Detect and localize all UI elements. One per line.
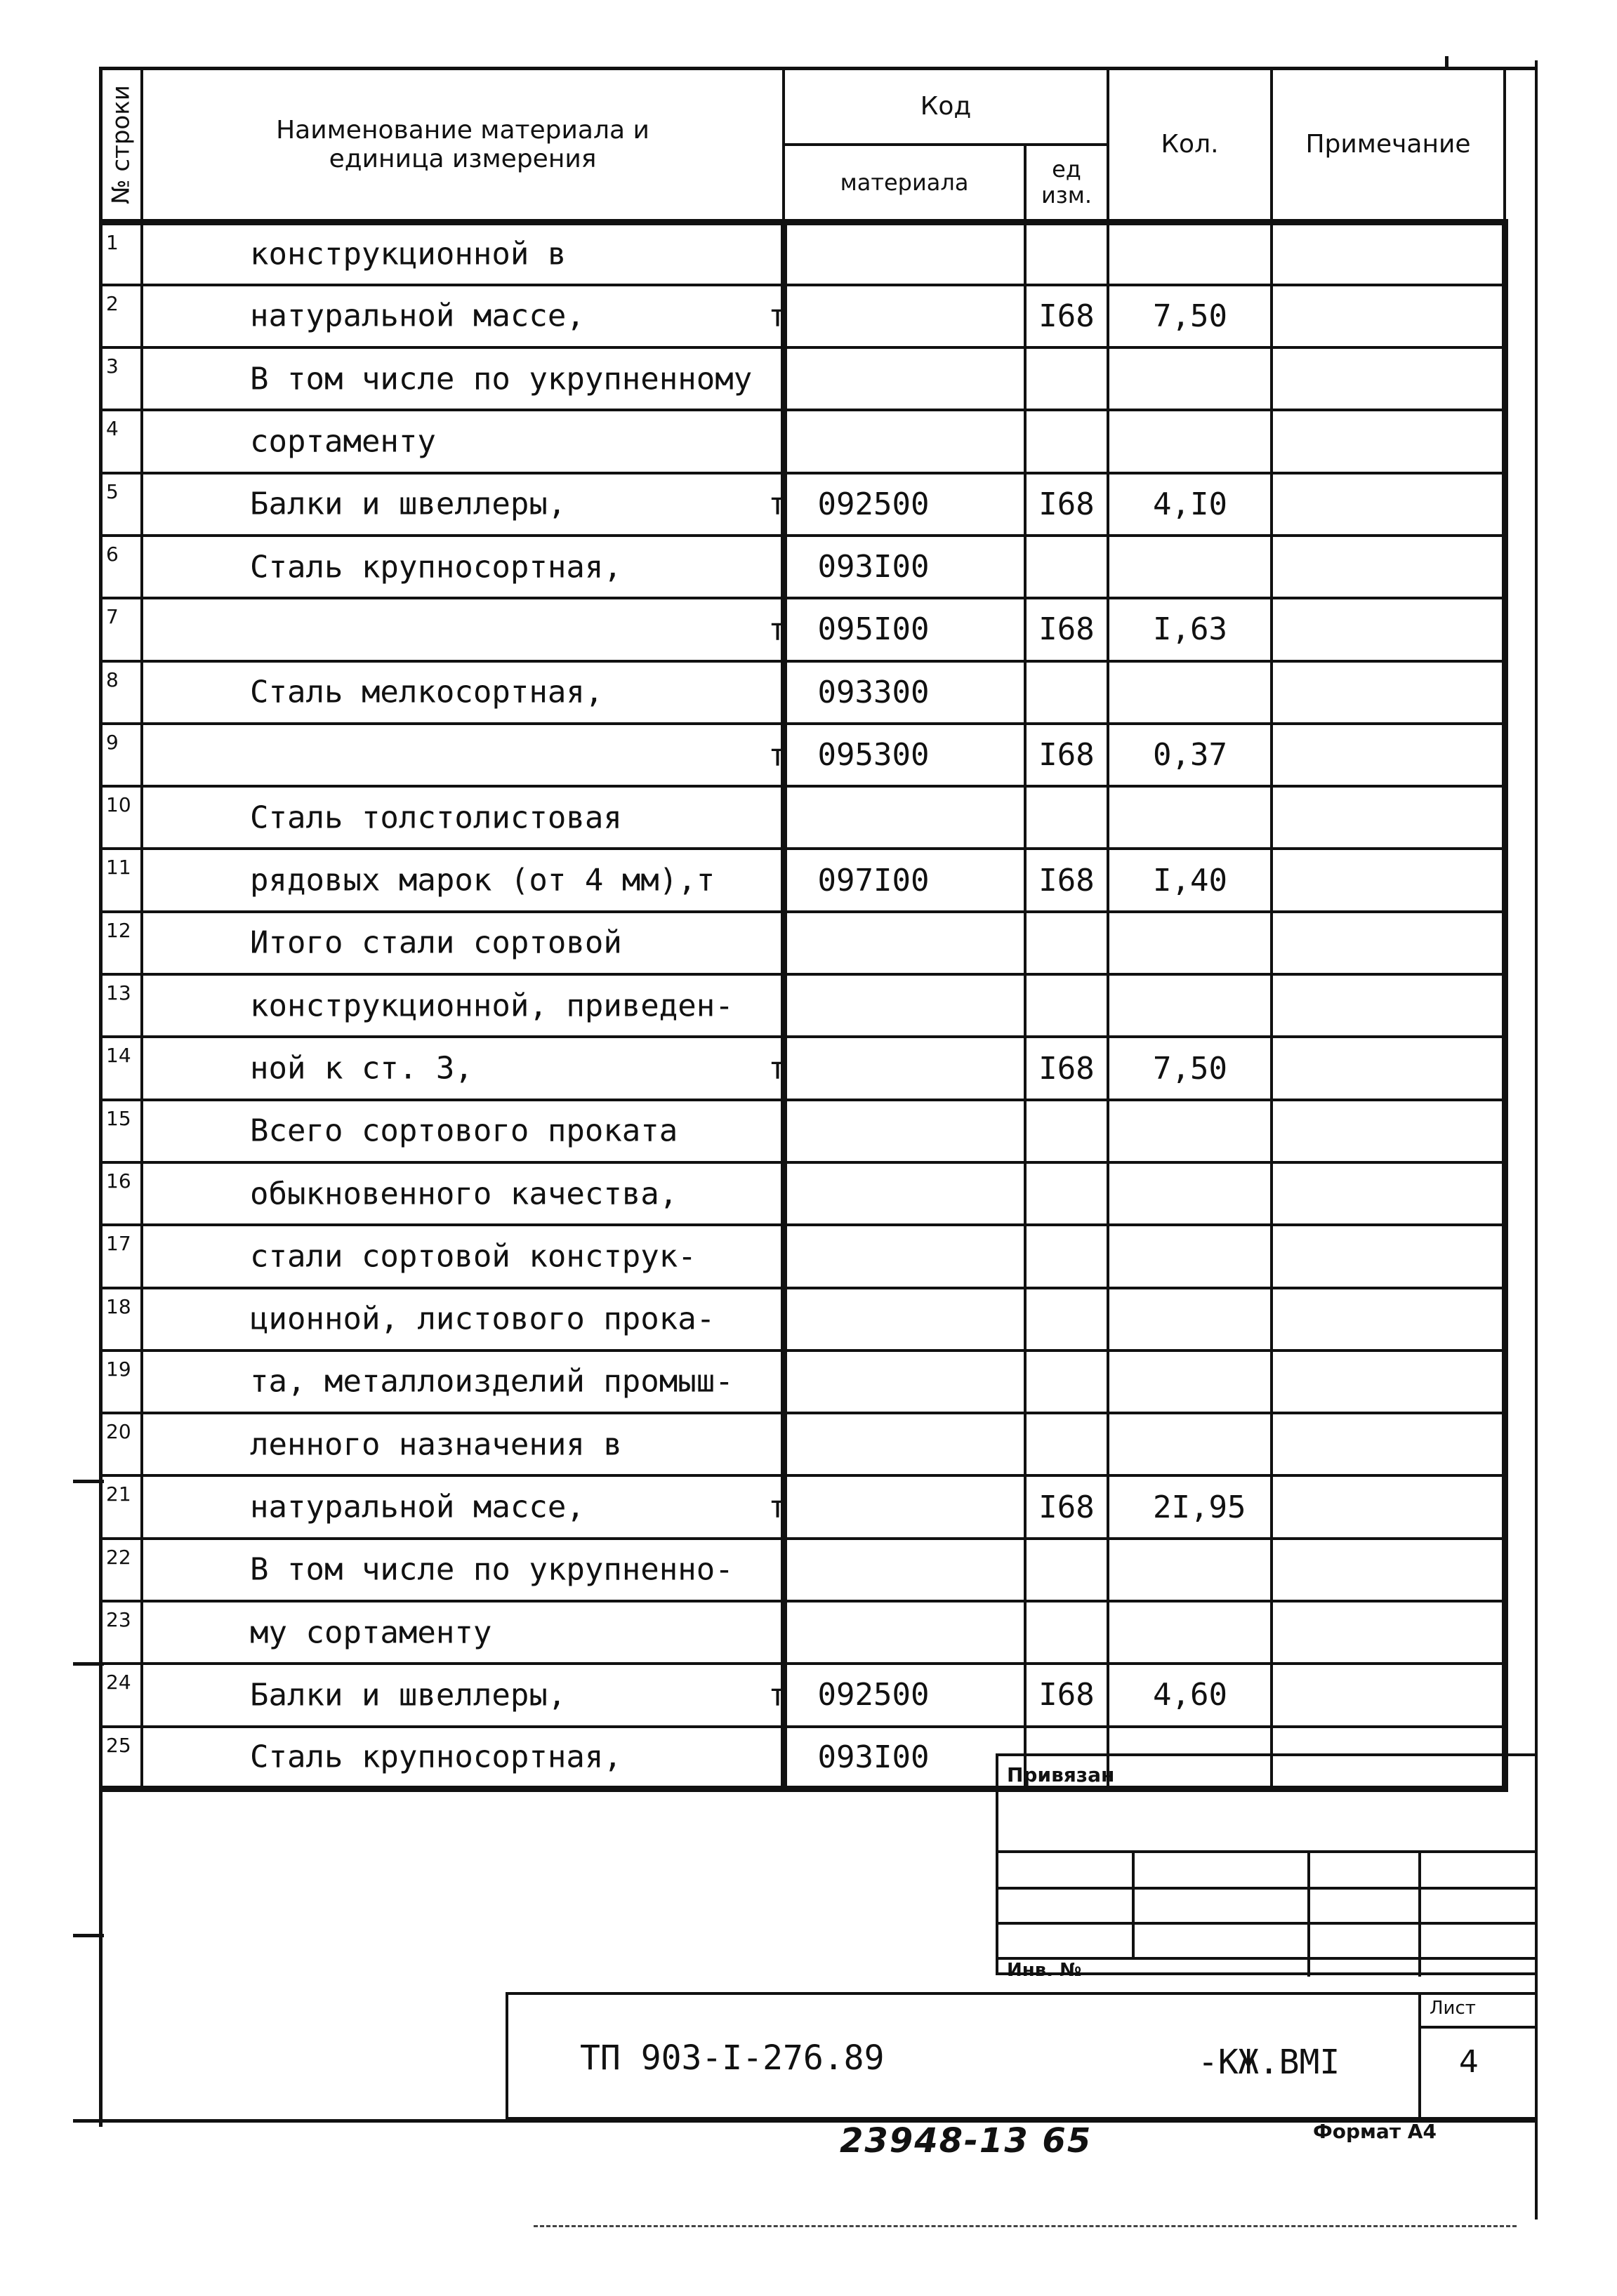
row-number: 21	[100, 1475, 142, 1538]
table-row	[100, 1413, 1505, 1475]
quantity-header: Кол.	[1108, 69, 1272, 223]
quantity	[1108, 410, 1272, 472]
note	[1272, 473, 1505, 536]
table-row	[100, 1664, 1505, 1726]
material-code	[784, 410, 1025, 472]
code-header: Код	[784, 69, 1108, 145]
material-code	[784, 1288, 1025, 1351]
table-row	[100, 285, 1505, 347]
unit-code	[1025, 410, 1108, 472]
material-name: Сталь крупносортная,	[250, 549, 622, 585]
material-code	[784, 786, 1025, 849]
material-code	[784, 1225, 1025, 1287]
row-number: 12	[100, 912, 142, 974]
table-row	[100, 347, 1505, 410]
material-name: сортаменту	[250, 423, 436, 460]
note	[1272, 285, 1505, 347]
note	[1272, 1351, 1505, 1413]
note	[1272, 1475, 1505, 1538]
quantity	[1108, 974, 1272, 1037]
inventory-number-label: Инв. №	[1007, 1960, 1082, 1981]
material-name: В том числе по укрупненно-	[250, 1551, 734, 1588]
unit-code-header: ед изм.	[1025, 145, 1108, 223]
row-number: 5	[100, 473, 142, 536]
note	[1272, 1037, 1505, 1099]
row-number: 4	[100, 410, 142, 472]
sheet-number: 4	[1459, 2044, 1479, 2080]
row-number: 24	[100, 1664, 142, 1726]
quantity	[1108, 1225, 1272, 1287]
quantity	[1108, 786, 1272, 849]
linked-block	[996, 1753, 1538, 1975]
row-number: 22	[100, 1539, 142, 1601]
grid-line	[1418, 1850, 1421, 1977]
table-row	[100, 786, 1505, 849]
quantity: 2I,95	[1108, 1475, 1272, 1538]
note	[1272, 598, 1505, 661]
table-row	[100, 724, 1505, 786]
material-name: ленного назначения в	[250, 1426, 622, 1463]
unit-code	[1025, 347, 1108, 410]
unit-of-measure: т	[768, 737, 787, 774]
material-code: 093I00	[784, 1727, 1025, 1789]
row-number: 3	[100, 347, 142, 410]
note	[1272, 1288, 1505, 1351]
material-name-cell	[142, 1225, 784, 1287]
table-row	[100, 1288, 1505, 1351]
unit-of-measure: т	[768, 298, 787, 334]
note	[1272, 1539, 1505, 1601]
row-number: 7	[100, 598, 142, 661]
row-number: 10	[100, 786, 142, 849]
quantity: 4,I0	[1108, 473, 1272, 536]
material-name: Сталь крупносортная,	[250, 1739, 622, 1775]
material-name: В том числе по укрупненному	[250, 361, 753, 397]
unit-code	[1025, 1539, 1108, 1601]
material-name: Сталь мелкосортная,	[250, 674, 604, 710]
note	[1272, 661, 1505, 724]
quantity	[1108, 1288, 1272, 1351]
material-code	[784, 912, 1025, 974]
table-row	[100, 223, 1505, 285]
unit-code: I68	[1025, 598, 1108, 661]
material-code: 093I00	[784, 536, 1025, 598]
quantity	[1108, 1539, 1272, 1601]
quantity: I,40	[1108, 849, 1272, 911]
specification-body	[100, 223, 1505, 1789]
material-name: Балки и швеллеры,	[250, 486, 567, 522]
unit-code	[1025, 974, 1108, 1037]
row-number: 8	[100, 661, 142, 724]
grid-line	[1418, 2026, 1538, 2029]
quantity	[1108, 1100, 1272, 1162]
material-name: Всего сортового проката	[250, 1113, 678, 1149]
quantity: 7,50	[1108, 1037, 1272, 1099]
table-row	[100, 974, 1505, 1037]
material-name-cell	[142, 473, 787, 536]
material-name-cell	[142, 1037, 787, 1099]
table-row	[100, 536, 1505, 598]
material-code: 092500	[784, 473, 1025, 536]
note-header: Примечание	[1272, 69, 1505, 223]
material-name-cell	[142, 1288, 784, 1351]
table-row	[100, 1539, 1505, 1601]
format-label: Формат А4	[1313, 2120, 1437, 2143]
unit-code	[1025, 1601, 1108, 1664]
material-name: натуральной массе,	[250, 1489, 585, 1525]
table-row	[100, 410, 1505, 472]
note	[1272, 347, 1505, 410]
material-name-cell	[142, 1162, 784, 1225]
linked-label: Привязан	[1007, 1763, 1115, 1786]
quantity	[1108, 661, 1272, 724]
unit-of-measure: т	[768, 1489, 787, 1525]
material-name-cell	[142, 661, 784, 724]
unit-of-measure: т	[768, 1050, 787, 1087]
material-name-cell	[142, 1664, 787, 1726]
quantity	[1108, 1351, 1272, 1413]
quantity	[1108, 347, 1272, 410]
note	[1272, 724, 1505, 786]
table-row	[100, 1475, 1505, 1538]
row-number: 14	[100, 1037, 142, 1099]
grid-line	[996, 1922, 1538, 1925]
table-row	[100, 1037, 1505, 1099]
material-name: рядовых марок (от 4 мм),т	[250, 862, 715, 898]
unit-code: I68	[1025, 473, 1108, 536]
table-row	[100, 473, 1505, 536]
document-code-suffix: -КЖ.ВМI	[1198, 2043, 1340, 2082]
material-name: ционной, листового прока-	[250, 1301, 715, 1337]
unit-of-measure: т	[768, 486, 787, 522]
quantity	[1108, 912, 1272, 974]
material-name-cell	[142, 1100, 784, 1162]
table-row	[100, 661, 1505, 724]
material-name-cell	[142, 1539, 784, 1601]
unit-code	[1025, 661, 1108, 724]
grid-line	[1132, 1850, 1135, 1957]
unit-code	[1025, 223, 1108, 285]
material-name: обыкновенного качества,	[250, 1176, 678, 1212]
unit-code	[1025, 1100, 1108, 1162]
sheet-label: Лист	[1430, 1998, 1476, 2019]
material-name-cell	[142, 1413, 784, 1475]
material-name: Итого стали сортовой	[250, 924, 622, 961]
unit-of-measure: т	[768, 1677, 787, 1713]
bottom-dashed-line	[534, 2225, 1517, 2227]
table-row	[100, 1351, 1505, 1413]
quantity: 4,60	[1108, 1664, 1272, 1726]
row-number: 25	[100, 1727, 142, 1789]
unit-code	[1025, 1162, 1108, 1225]
material-name-cell	[142, 912, 784, 974]
unit-code: I68	[1025, 1475, 1108, 1538]
material-code	[784, 1601, 1025, 1664]
material-name-cell	[142, 724, 787, 786]
table-row	[100, 1100, 1505, 1162]
table-row	[100, 912, 1505, 974]
material-name-cell	[142, 786, 784, 849]
material-name: Сталь толстолистовая	[250, 799, 622, 836]
material-code-header: материала	[784, 145, 1025, 223]
handwritten-inventory-number: 23948-13 65	[840, 2121, 1093, 2161]
material-name: натуральной массе,	[250, 298, 585, 334]
material-name-cell	[142, 536, 784, 598]
unit-code	[1025, 1413, 1108, 1475]
material-code	[784, 1413, 1025, 1475]
material-code	[784, 1351, 1025, 1413]
grid-line	[1418, 1992, 1421, 2120]
margin-tick	[73, 1934, 104, 1937]
note	[1272, 912, 1505, 974]
note	[1272, 1100, 1505, 1162]
material-name-cell	[142, 849, 784, 911]
row-number-header: № строки	[100, 69, 142, 223]
quantity	[1108, 536, 1272, 598]
note	[1272, 849, 1505, 911]
material-code	[784, 1037, 1025, 1099]
material-name-cell	[142, 1601, 784, 1664]
material-name: му сортаменту	[250, 1614, 492, 1651]
material-name-cell	[142, 410, 784, 472]
grid-line	[996, 1850, 1538, 1853]
material-name-cell	[142, 347, 784, 410]
material-code	[784, 285, 1025, 347]
note	[1272, 786, 1505, 849]
grid-line	[1307, 1850, 1310, 1977]
table-row	[100, 1225, 1505, 1287]
unit-code: I68	[1025, 1664, 1108, 1726]
unit-code	[1025, 1288, 1108, 1351]
note	[1272, 1664, 1505, 1726]
material-code: 095300	[784, 724, 1025, 786]
note	[1272, 536, 1505, 598]
material-code: 097I00	[784, 849, 1025, 911]
note	[1272, 1413, 1505, 1475]
row-number: 11	[100, 849, 142, 911]
note	[1272, 410, 1505, 472]
table-row	[100, 598, 1505, 661]
material-name: стали сортовой конструк-	[250, 1238, 697, 1275]
material-name-cell	[142, 1475, 787, 1538]
material-code	[784, 347, 1025, 410]
row-number: 17	[100, 1225, 142, 1287]
material-name-cell	[142, 598, 787, 661]
material-name: конструкционной, приведен-	[250, 988, 734, 1024]
unit-code	[1025, 1225, 1108, 1287]
material-code	[784, 1475, 1025, 1538]
specification-table	[99, 67, 1508, 1792]
unit-code	[1025, 536, 1108, 598]
material-name: конструкционной в	[250, 236, 567, 272]
table-row	[100, 849, 1505, 911]
material-code: 093300	[784, 661, 1025, 724]
material-code	[784, 223, 1025, 285]
material-name-cell	[142, 285, 787, 347]
material-code	[784, 1539, 1025, 1601]
material-code	[784, 1100, 1025, 1162]
note	[1272, 1225, 1505, 1287]
material-code	[784, 1162, 1025, 1225]
quantity: I,63	[1108, 598, 1272, 661]
unit-code: I68	[1025, 285, 1108, 347]
material-name: ной к ст. 3,	[250, 1050, 473, 1087]
row-number: 23	[100, 1601, 142, 1664]
material-name-cell	[142, 974, 784, 1037]
row-number: 2	[100, 285, 142, 347]
document-code: ТП 903-I-276.89	[580, 2038, 885, 2078]
row-number: 13	[100, 974, 142, 1037]
row-number: 20	[100, 1413, 142, 1475]
unit-code	[1025, 786, 1108, 849]
unit-code	[1025, 1351, 1108, 1413]
unit-code: I68	[1025, 849, 1108, 911]
unit-code	[1025, 912, 1108, 974]
row-number: 9	[100, 724, 142, 786]
quantity	[1108, 1601, 1272, 1664]
quantity: 0,37	[1108, 724, 1272, 786]
unit-code: I68	[1025, 1037, 1108, 1099]
grid-line	[996, 1887, 1538, 1890]
row-number: 18	[100, 1288, 142, 1351]
table-row	[100, 1601, 1505, 1664]
note	[1272, 974, 1505, 1037]
note	[1272, 223, 1505, 285]
material-name-cell	[142, 223, 784, 285]
note	[1272, 1601, 1505, 1664]
material-name: Балки и швеллеры,	[250, 1677, 567, 1713]
row-number: 16	[100, 1162, 142, 1225]
material-code: 092500	[784, 1664, 1025, 1726]
row-number: 6	[100, 536, 142, 598]
row-number: 15	[100, 1100, 142, 1162]
quantity	[1108, 223, 1272, 285]
quantity	[1108, 1413, 1272, 1475]
quantity	[1108, 1162, 1272, 1225]
material-name-cell	[142, 1351, 784, 1413]
row-number: 19	[100, 1351, 142, 1413]
note	[1272, 1162, 1505, 1225]
material-code	[784, 974, 1025, 1037]
material-name: та, металлоизделий промыш-	[250, 1363, 734, 1400]
quantity: 7,50	[1108, 285, 1272, 347]
unit-of-measure: т	[768, 611, 787, 648]
table-row	[100, 1162, 1505, 1225]
row-number: 1	[100, 223, 142, 285]
material-code: 095I00	[784, 598, 1025, 661]
unit-code: I68	[1025, 724, 1108, 786]
material-name-header: Наименование материала и единица измерения	[142, 69, 784, 223]
material-name-cell	[142, 1727, 784, 1789]
